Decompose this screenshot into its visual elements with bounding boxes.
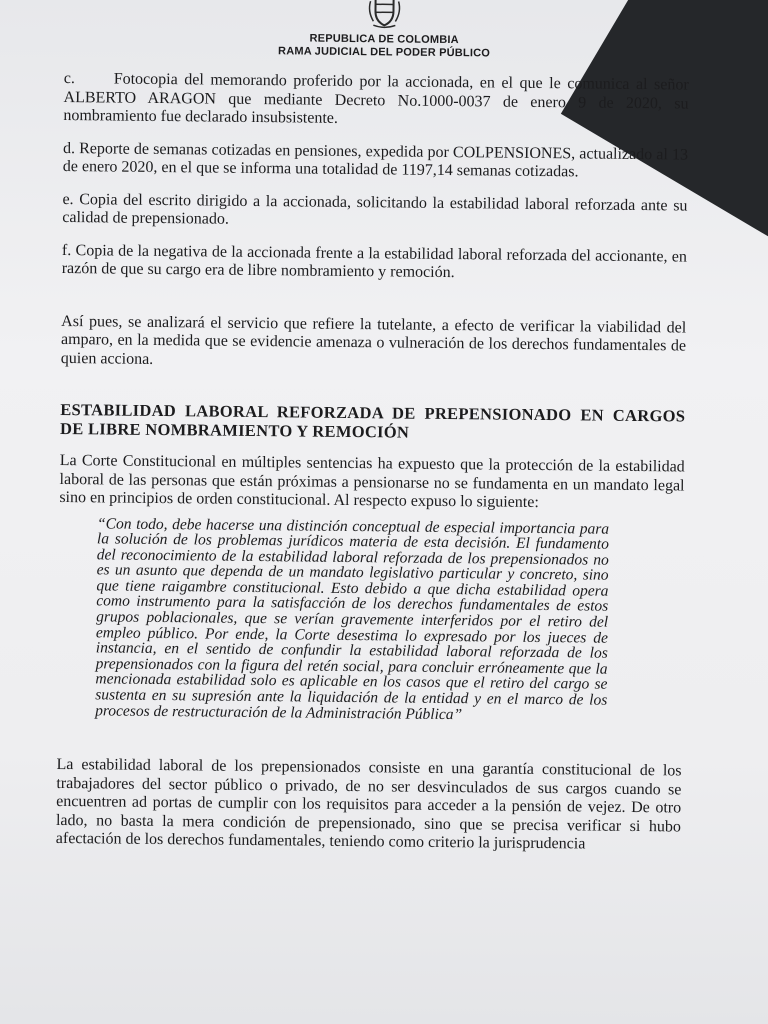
list-item-label: d. (62, 139, 76, 157)
list-item (63, 139, 688, 183)
list-item-text: Fotocopia del memorando proferido por la accionada, en el que le comunica al señor ALBERTO ARAGON que mediante Decreto No.1000-0037 de enero 9 de 2020, su nombramiento fue declarado insubsistente. (63, 70, 689, 127)
coat-of-arms-icon (361, 0, 408, 30)
list-item (62, 241, 687, 285)
list-item-label: c. (63, 69, 75, 88)
closing-paragraph: La estabilidad laboral de los prepensionados consiste en una garantía constitucional de los trabajadores del sector público o privado, de no ser desvinculados de sus cargos cuando se encuentren ad portas de cumplir con los requisitos para acceder a la pensión de vejez. De otro lado, no basta la mera condición de prepensionado, sino que se precisa verificar si hubo afectación de los derechos fundamentales, teniendo como criterio la jurisprudencia (55, 756, 682, 853)
document-content (56, 0, 690, 855)
list-item (62, 190, 687, 234)
section-heading: ESTABILIDAD LABORAL REFORZADA DE PREPENSIONADO EN CARGOS DE LIBRE NOMBRAMIENTO Y REMOCIÓN (59, 399, 686, 442)
list-item-text: Reporte de semanas cotizadas en pensiones, expedida por COLPENSIONES, actualizado al 13 de enero 2020, en el que se informa una totalidad de 1197,14 semanas cotizadas. (62, 139, 689, 181)
list-item-label: e. (62, 190, 74, 208)
analysis-paragraph: Así pues, se analizará el servicio que refiere la tutelante, a efecto de verificar la viabilidad del amparo, en la medida que se evidencie amenaza o vulneración de los derechos fundamentales de quien acciona. (60, 312, 687, 368)
jurisprudence-paragraph: La Corte Constitucional en múltiples sentencias ha expuesto que la protección de la estabilidad laboral de las personas que están próximas a pensionarse no se fundamenta en un mandato legal sino en principios de orden constitucional. Al respecto expuso lo siguiente: (59, 451, 685, 511)
header-institution: RAMA JUDICIAL DEL PODER PÚBLICO (278, 45, 491, 60)
court-quotation: “Con todo, debe hacerse una distinción conceptual de especial importancia para la solución de los problemas jurídicos materia de esta decisión. El fundamento del reconocimiento de la estabilidad laboral reforzada de los prepensionados no es un asunto que dependa de un mandato legislativo particular y concreto, sino que tiene raigambre constitucional. Esto debido a que dicha estabilidad opera como instrumento para la satisfacción de los derechos fundamentales de estos grupos poblacionales, que se verían gravemente interferidos por el retiro del empleo público. Por ende, la Corte desestima lo expresado por los jueces de instancia, en el sentido de confundir la estabilidad laboral reforzada de los prepensionados con la figura del retén social, para concluir erróneamente que la mencionada estabilidad solo es aplicable en los casos que el retiro del cargo se sustenta en su supresión ante la liquidación de la entidad y en el marco de los procesos de restructuración de la Administración Pública” (95, 514, 610, 723)
document-header (79, 0, 690, 63)
list-item-text: Copia del escrito dirigido a la accionada, solicitando la estabilidad laboral reforzada ante su calidad de prepensionado. (62, 190, 688, 228)
list-item (63, 70, 689, 132)
header-country: REPUBLICA DE COLOMBIA (309, 32, 459, 47)
list-item-label: f. (61, 241, 72, 259)
list-item-text: Copia de la negativa de la accionada frente a la estabilidad laboral reforzada del accionante, en razón de que su cargo era de libre nombramiento y remoción. (61, 241, 688, 282)
